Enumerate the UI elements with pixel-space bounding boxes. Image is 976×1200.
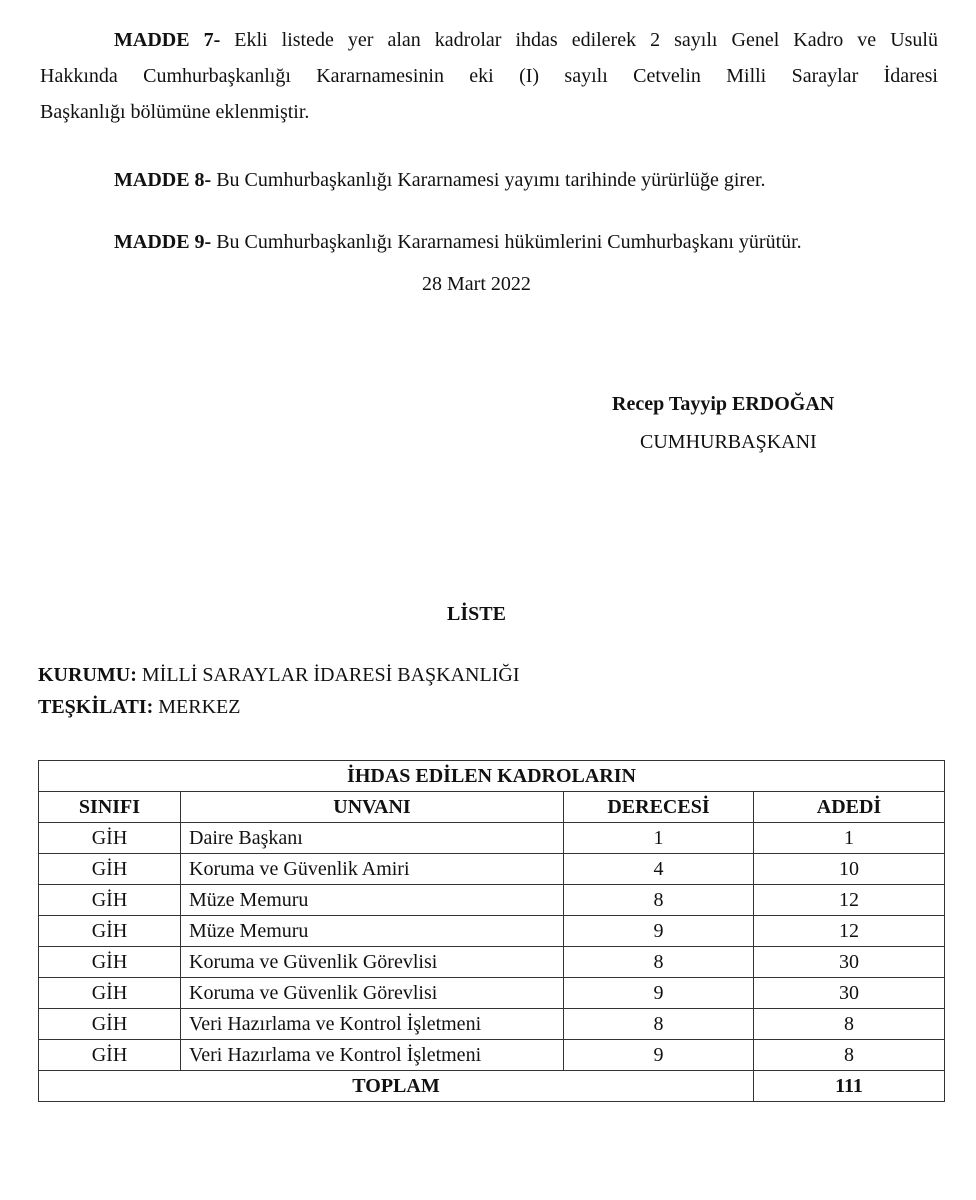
cell-class: GİH xyxy=(39,1040,181,1071)
table-row xyxy=(39,1009,945,1040)
total-value: 111 xyxy=(754,1071,945,1102)
cell-class: GİH xyxy=(39,978,181,1009)
cell-count: 12 xyxy=(754,885,945,916)
header-unvani: UNVANI xyxy=(181,792,564,823)
article-7 xyxy=(40,22,938,130)
article-9-text: Bu Cumhurbaşkanlığı Kararnamesi hükümlerini Cumhurbaşkanı yürütür. xyxy=(216,231,802,253)
table-total-row xyxy=(39,1071,945,1102)
table-row xyxy=(39,978,945,1009)
signer-title: CUMHURBAŞKANI xyxy=(640,431,817,453)
cell-count: 8 xyxy=(754,1040,945,1071)
cell-grade: 4 xyxy=(564,854,754,885)
cell-class: GİH xyxy=(39,885,181,916)
cell-title: Daire Başkanı xyxy=(181,823,564,854)
table-caption-row xyxy=(39,761,945,792)
cell-class: GİH xyxy=(39,823,181,854)
header-adedi: ADEDİ xyxy=(754,792,945,823)
table-row xyxy=(39,885,945,916)
cell-class: GİH xyxy=(39,916,181,947)
list-title: LİSTE xyxy=(447,603,506,625)
institution-label: KURUMU: xyxy=(38,664,137,686)
header-sinifi: SINIFI xyxy=(39,792,181,823)
cell-class: GİH xyxy=(39,854,181,885)
cell-count: 12 xyxy=(754,916,945,947)
cell-grade: 9 xyxy=(564,1040,754,1071)
institution-value: MİLLİ SARAYLAR İDARESİ BAŞKANLIĞI xyxy=(141,664,520,686)
signer-name: Recep Tayyip ERDOĞAN xyxy=(612,393,835,415)
table-row xyxy=(39,823,945,854)
cell-class: GİH xyxy=(39,947,181,978)
table-caption: İHDAS EDİLEN KADROLARIN xyxy=(39,761,945,792)
article-8-text: Bu Cumhurbaşkanlığı Kararnamesi yayımı tarihinde yürürlüğe girer. xyxy=(216,169,766,191)
cell-grade: 8 xyxy=(564,1009,754,1040)
cell-grade: 9 xyxy=(564,916,754,947)
cell-title: Müze Memuru xyxy=(181,916,564,947)
decree-date: 28 Mart 2022 xyxy=(422,273,531,295)
article-8 xyxy=(114,162,938,198)
organization-value: MERKEZ xyxy=(158,696,241,718)
cell-title: Veri Hazırlama ve Kontrol İşletmeni xyxy=(181,1040,564,1071)
cell-count: 30 xyxy=(754,978,945,1009)
table-row xyxy=(39,916,945,947)
cell-grade: 8 xyxy=(564,947,754,978)
article-7-line-3: Başkanlığı bölümüne eklenmiştir. xyxy=(40,101,310,123)
cell-count: 30 xyxy=(754,947,945,978)
institution-line xyxy=(38,660,519,690)
cell-title: Veri Hazırlama ve Kontrol İşletmeni xyxy=(181,1009,564,1040)
article-9 xyxy=(114,224,938,260)
cell-count: 8 xyxy=(754,1009,945,1040)
cell-title: Koruma ve Güvenlik Amiri xyxy=(181,854,564,885)
positions-table xyxy=(38,760,945,1102)
cell-grade: 9 xyxy=(564,978,754,1009)
table-row xyxy=(39,1040,945,1071)
table-header-row xyxy=(39,792,945,823)
cell-class: GİH xyxy=(39,1009,181,1040)
cell-count: 1 xyxy=(754,823,945,854)
header-derecesi: DERECESİ xyxy=(564,792,754,823)
article-7-line-1 xyxy=(40,22,938,58)
total-label: TOPLAM xyxy=(39,1071,754,1102)
organization-label: TEŞKİLATI: xyxy=(38,696,154,718)
article-7-heading: MADDE 7- xyxy=(114,29,221,51)
cell-grade: 1 xyxy=(564,823,754,854)
table-row xyxy=(39,947,945,978)
article-7-text-1: Ekli listede yer alan kadrolar ihdas edilerek 2 sayılı Genel Kadro ve Usulü xyxy=(234,29,938,51)
cell-title: Koruma ve Güvenlik Görevlisi xyxy=(181,947,564,978)
article-8-heading: MADDE 8- xyxy=(114,169,212,191)
organization-line xyxy=(38,692,240,722)
article-9-heading: MADDE 9- xyxy=(114,231,212,253)
cell-count: 10 xyxy=(754,854,945,885)
table-row xyxy=(39,854,945,885)
article-7-line-2: Hakkında Cumhurbaşkanlığı Kararnamesinin eki (I) sayılı Cetvelin Milli Saraylar İdaresi xyxy=(40,65,938,87)
cell-title: Müze Memuru xyxy=(181,885,564,916)
cell-grade: 8 xyxy=(564,885,754,916)
cell-title: Koruma ve Güvenlik Görevlisi xyxy=(181,978,564,1009)
